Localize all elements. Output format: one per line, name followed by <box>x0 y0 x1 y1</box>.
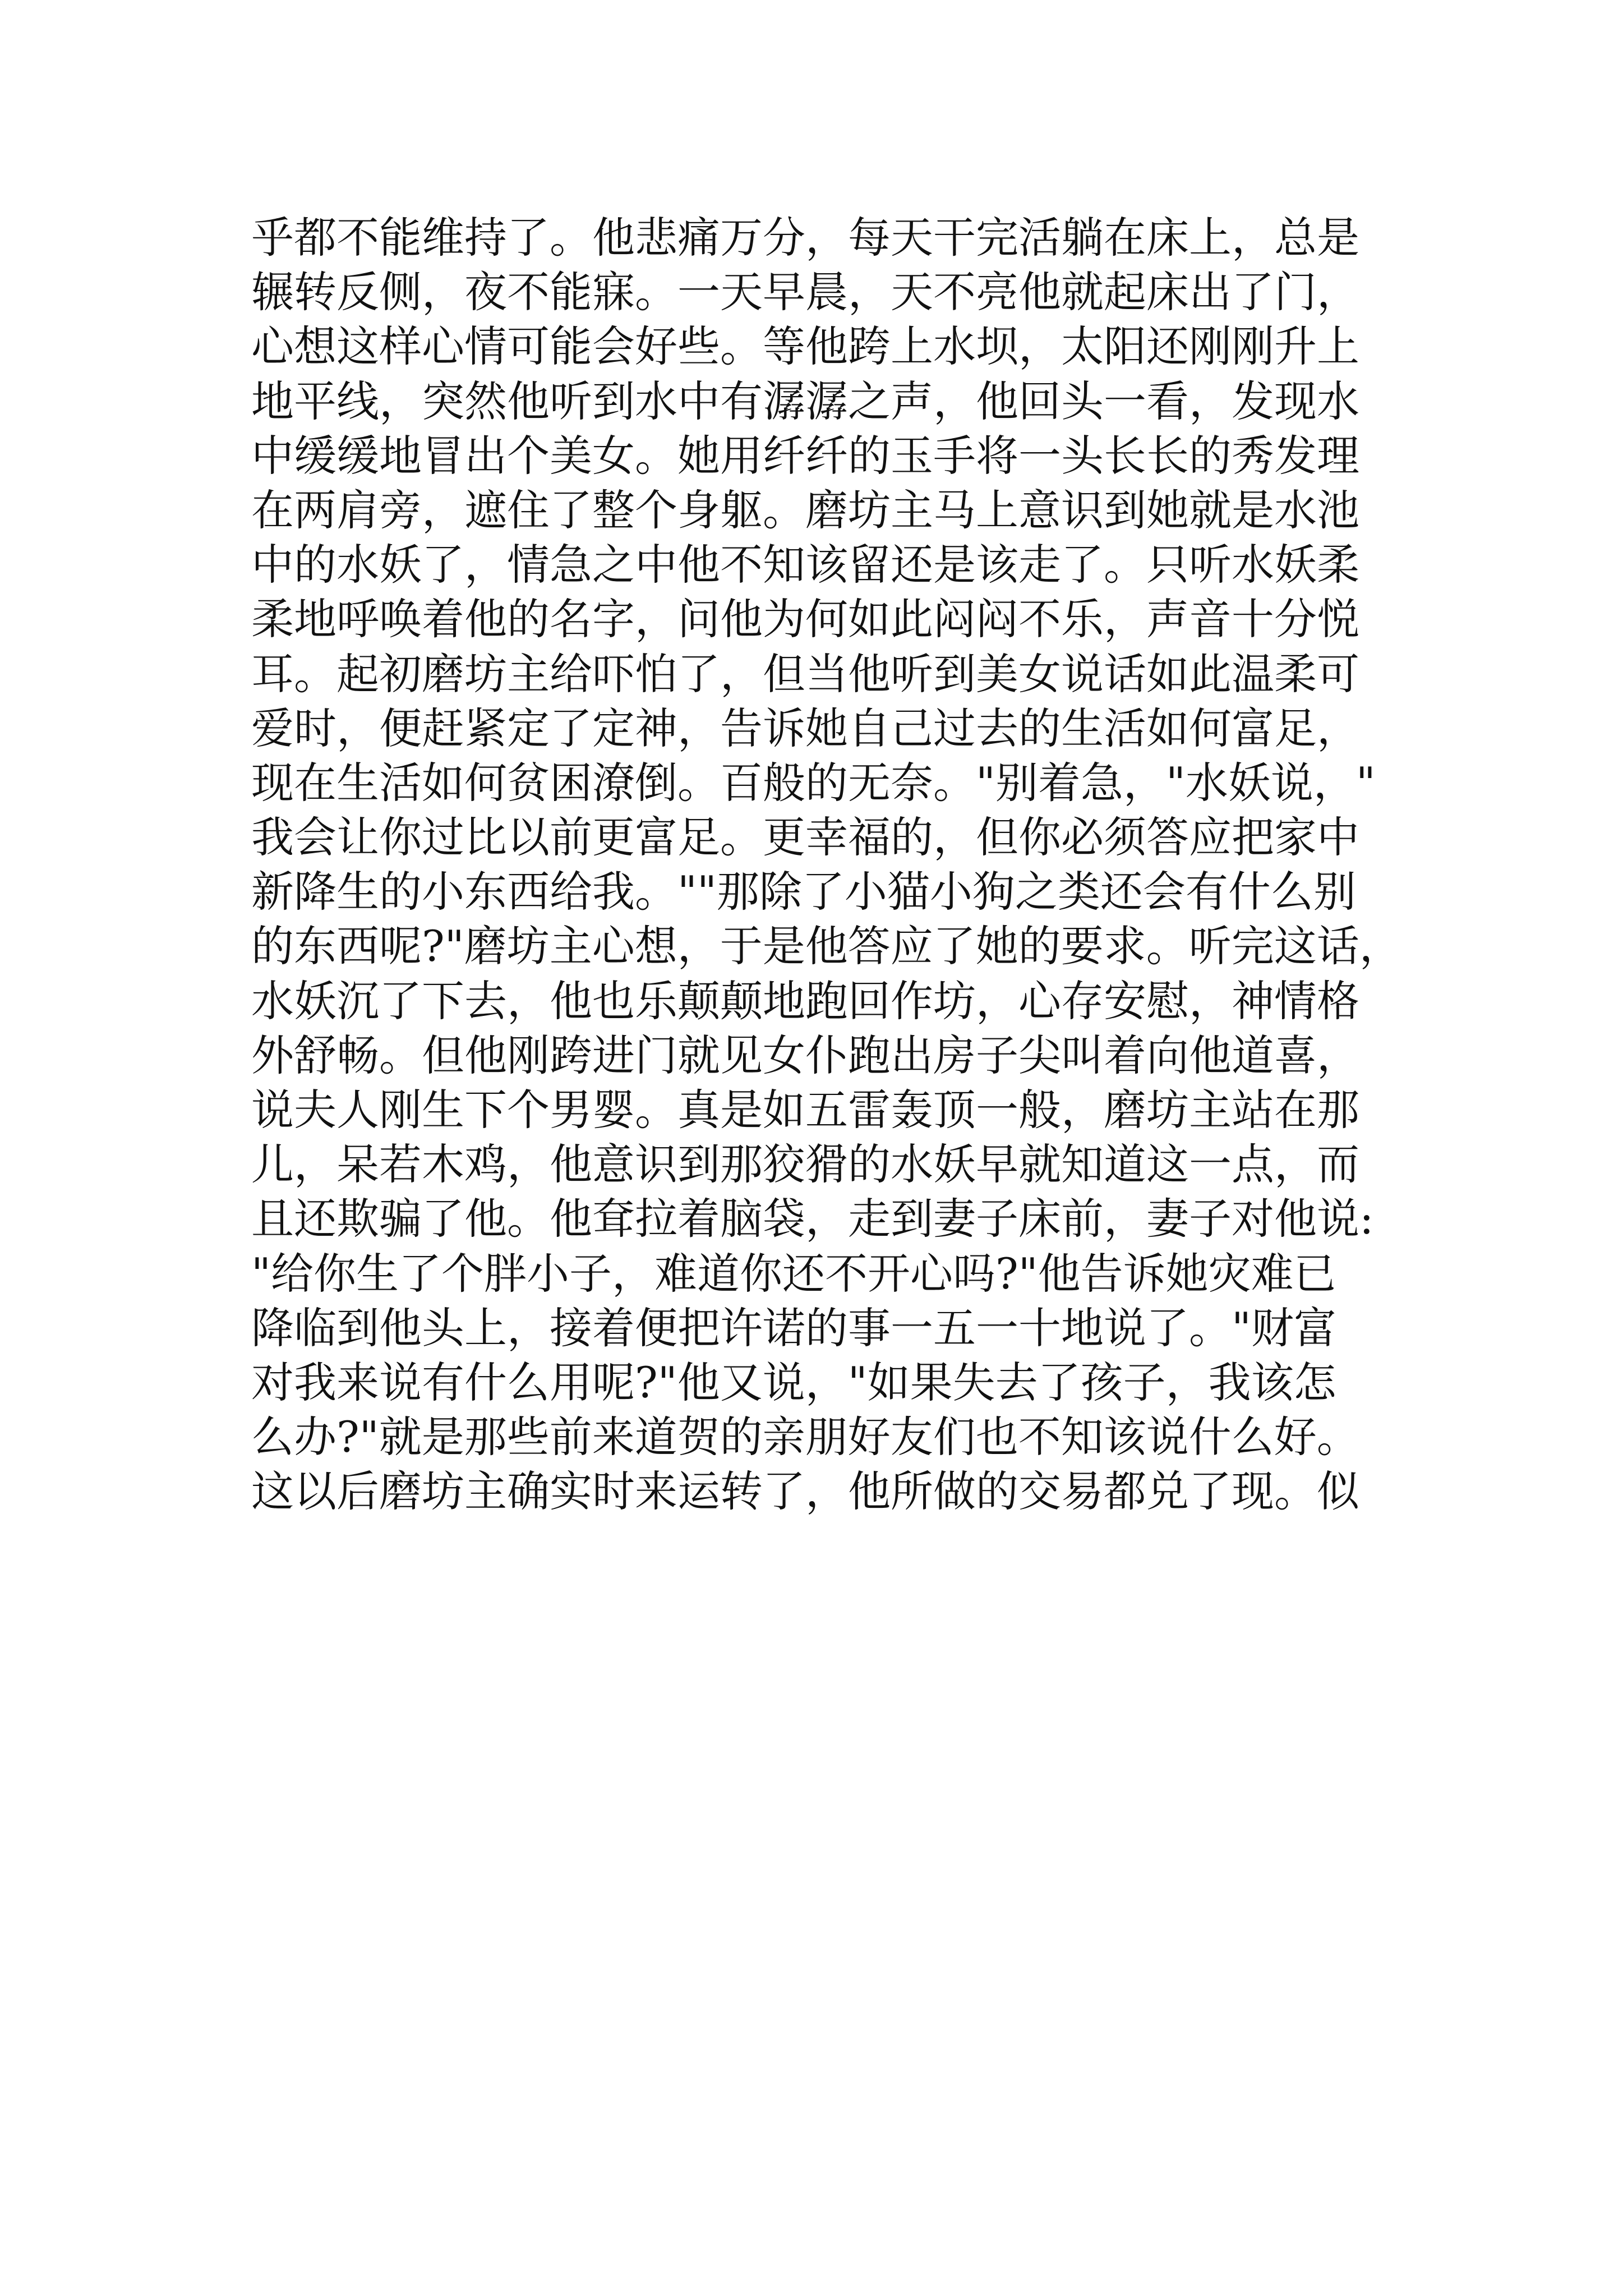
text-line: 水妖沉了下去，他也乐颠颠地跑回作坊，心存安慰，神情格 <box>251 976 1359 1026</box>
text-line: 爱时，便赶紧定了定神，告诉她自己过去的生活如何富足， <box>251 703 1359 753</box>
text-line: 中缓缓地冒出个美女。她用纤纤的玉手将一头长长的秀发理 <box>251 430 1359 481</box>
text-line: 柔地呼唤着他的名字，问他为何如此闷闷不乐，声音十分悦 <box>251 594 1359 645</box>
text-line: 么办?"就是那些前来道贺的亲朋好友们也不知该说什么好。 <box>251 1412 1359 1462</box>
text-line: 心想这样心情可能会好些。等他跨上水坝，太阳还刚刚升上 <box>251 321 1359 372</box>
text-line: 儿，呆若木鸡，他意识到那狡猾的水妖早就知道这一点，而 <box>251 1139 1359 1190</box>
text-line: 中的水妖了，情急之中他不知该留还是该走了。只听水妖柔 <box>251 540 1359 590</box>
text-line: 降临到他头上，接着便把许诺的事一五一十地说了。"财富 <box>251 1303 1336 1353</box>
text-line: "给你生了个胖小子，难道你还不开心吗?"他告诉她灾难已 <box>251 1248 1336 1299</box>
text-line: 我会让你过比以前更富足。更幸福的，但你必须答应把家中 <box>251 812 1359 863</box>
text-line: 这以后磨坊主确实时来运转了，他所做的交易都兑了现。似 <box>251 1466 1359 1517</box>
text-line: 且还欺骗了他。他耷拉着脑袋，走到妻子床前，妻子对他说: <box>251 1194 1374 1244</box>
text-line: 地平线，突然他听到水中有潺潺之声，他回头一看，发现水 <box>251 376 1359 426</box>
text-line: 说夫人刚生下个男婴。真是如五雷轰顶一般，磨坊主站在那 <box>251 1085 1359 1135</box>
text-line: 乎都不能维持了。他悲痛万分，每天干完活躺在床上，总是 <box>251 213 1359 263</box>
text-line: 耳。起初磨坊主给吓怕了，但当他听到美女说话如此温柔可 <box>251 648 1359 699</box>
text-line: 外舒畅。但他刚跨进门就见女仆跑出房子尖叫着向他道喜， <box>251 1030 1359 1080</box>
text-line: 对我来说有什么用呢?"他又说，"如果失去了孩子，我该怎 <box>251 1357 1336 1407</box>
text-line: 的东西呢?"磨坊主心想，于是他答应了她的要求。听完这话， <box>251 921 1402 972</box>
text-line: 辗转反侧，夜不能寐。一天早晨，天不亮他就起床出了门， <box>251 267 1359 318</box>
text-line: 新降生的小东西给我。""那除了小猫小狗之类还会有什么别 <box>251 867 1356 917</box>
text-line: 在两肩旁，遮住了整个身躯。磨坊主马上意识到她就是水池 <box>251 485 1359 535</box>
body-text <box>251 210 1402 1519</box>
text-line: 现在生活如何贫困潦倒。百般的无奈。"别着急，"水妖说，" <box>251 757 1376 808</box>
